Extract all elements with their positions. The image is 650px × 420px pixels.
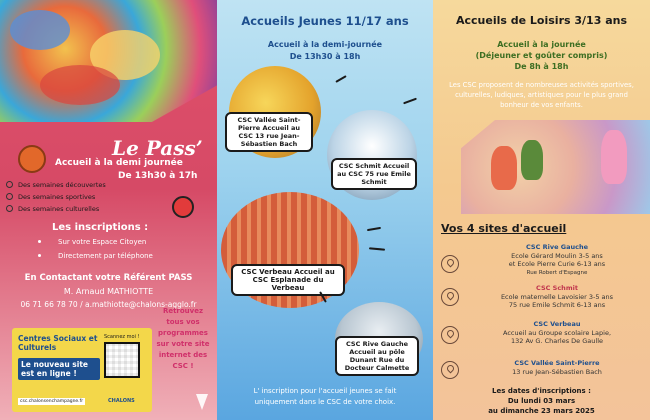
bullet-icon <box>6 181 13 188</box>
loisirs-title: Accueils de Loisirs 3/13 ans <box>456 14 627 27</box>
jeunes-sub-1: Accueil à la demi-journée <box>267 40 383 49</box>
inscription-item: Sur votre Espace Citoyen <box>58 238 147 246</box>
location-pin-icon <box>441 255 459 273</box>
sites-title: Vos 4 sites d'accueil <box>441 222 567 235</box>
loisirs-sub-2: (Déjeuner et goûter compris) <box>475 51 608 60</box>
kids-play-photo <box>461 120 650 214</box>
site-line: 75 rue Emile Schmit 6-13 ans <box>508 301 606 309</box>
week-item: Des semaines découvertes <box>18 181 106 189</box>
chalons-logo: CHALONS <box>108 398 135 404</box>
location-pin-icon <box>441 288 459 306</box>
promo-card[interactable] <box>12 328 152 412</box>
promo-url[interactable]: csc.chalonsenchampagne.fr <box>20 399 84 404</box>
site-line: et Ecole Pierre Curie 6-13 ans <box>508 260 606 268</box>
week-item: Des semaines sportives <box>18 193 96 201</box>
site-name: CSC Rive Gauche <box>526 243 588 251</box>
inscriptions-title: Les inscriptions : <box>52 222 149 233</box>
site-name: CSC Schmit <box>536 284 578 292</box>
label-rive-gauche: CSC Rive Gauche Accueil au pôle Dunant Rue du Docteur Calmette <box>335 336 419 376</box>
label-vallee: CSC Vallée Saint-Pierre Accueil au CSC 13 rue Jean-Sébastien Bach <box>225 112 313 152</box>
dates-title: Les dates d'inscriptions : <box>492 387 591 395</box>
pass-title: Le Pass’ <box>112 136 203 160</box>
pass-subtitle-2: De 13h30 à 17h <box>118 171 198 181</box>
contact-title: En Contactant votre Référent PASS <box>24 273 193 283</box>
shuttlecock-icon <box>196 394 208 410</box>
bullet-icon <box>38 240 41 243</box>
pass-subtitle-1: Accueil à la demi journée <box>55 158 183 168</box>
dates-line-2: au dimanche 23 mars 2025 <box>488 407 595 415</box>
jeunes-footer: L' inscription pour l'accueil jeunes se fait uniquement dans le CSC de votre choix. <box>253 387 397 406</box>
bullet-icon <box>38 254 41 257</box>
qr-code-icon[interactable] <box>104 342 140 378</box>
site-line: Ecole maternelle Lavoisier 3-5 ans <box>500 292 614 301</box>
contact-name: M. Arnaud MATHIOTTE <box>63 287 154 296</box>
location-pin-icon <box>441 326 459 344</box>
ping-pong-icon <box>172 196 194 218</box>
scan-label: Scannez moi ! <box>104 334 140 340</box>
label-verbeau: CSC Verbeau Accueil au CSC Esplanade du Verbeau <box>231 264 345 296</box>
decor-ray <box>335 75 346 83</box>
label-schmit: CSC Schmit Accueil au CSC 75 rue Emile Schmit <box>331 158 417 190</box>
bullet-icon <box>6 205 13 212</box>
site-line: 132 Av G. Charles De Gaulle <box>510 337 603 345</box>
decor-ray <box>403 98 417 105</box>
jeunes-title: Accueils Jeunes 11/17 ans <box>241 14 409 28</box>
jeunes-sub-2: De 13h30 à 18h <box>289 52 361 61</box>
site-vallee <box>467 359 647 376</box>
site-name: CSC Verbeau <box>533 320 581 328</box>
pass-column <box>0 0 217 420</box>
site-line: Ecole Gérard Moulin 3-5 ans <box>511 251 603 260</box>
loisirs-sub-3: De 8h à 18h <box>514 62 569 71</box>
dates-line-1: Du lundi 03 mars <box>507 397 576 405</box>
week-item: Des semaines culturelles <box>18 205 100 213</box>
bullet-icon <box>6 193 13 200</box>
site-schmit <box>467 284 647 310</box>
site-rive-gauche <box>467 243 647 277</box>
decor-ray <box>369 247 385 250</box>
loisirs-column <box>433 0 650 420</box>
site-line: 13 rue Jean-Sébastien Bach <box>512 367 602 376</box>
contact-line: 06 71 66 78 70 / a.mathiotte@chalons-agglo.fr <box>20 300 197 309</box>
location-pin-icon <box>441 361 459 379</box>
site-line: Accueil au Groupe scolaire Lapie, <box>502 328 612 337</box>
jeunes-column <box>217 0 433 420</box>
promo-banner: Le nouveau site est en ligne ! <box>18 358 100 380</box>
loisirs-desc: Les CSC proposent de nombreuses activités sportives, culturelles, ludiques, artistiques pour le plus grand bonheur de vos enfants. <box>449 81 634 109</box>
site-line: Rue Robert d'Espagne <box>526 269 588 276</box>
site-verbeau <box>467 320 647 346</box>
inscription-item: Directement par téléphone <box>58 252 153 260</box>
basketball-icon <box>18 145 46 173</box>
site-name: CSC Vallée Saint-Pierre <box>514 359 600 367</box>
promo-side-text: Retrouvez tous vos programmes sur votre site internet des CSC ! <box>156 307 210 370</box>
decor-ray <box>367 227 381 231</box>
promo-title: Centres Sociaux et Culturels <box>18 334 98 352</box>
loisirs-sub-1: Accueil à la journée <box>497 40 586 49</box>
kids-photo <box>0 0 217 122</box>
